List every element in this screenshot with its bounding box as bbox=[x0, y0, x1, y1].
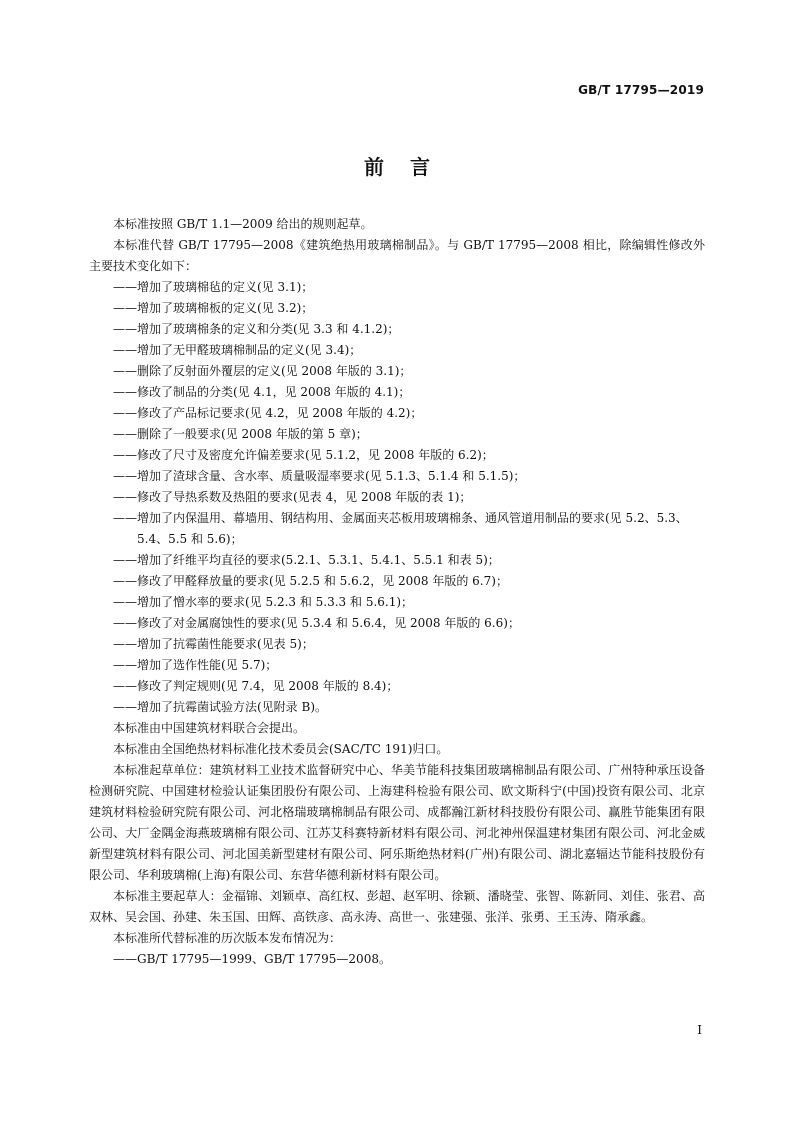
paragraph-proposer: 本标准由中国建筑材料联合会提出。 bbox=[113, 721, 306, 735]
history-item: ——GB/T 17795—1999、GB/T 17795—2008。 bbox=[113, 952, 391, 966]
standard-code: GB/T 17795—2019 bbox=[578, 83, 704, 97]
change-item: ——删除了反射面外覆层的定义(见 2008 年版的 3.1)； bbox=[113, 364, 412, 378]
change-item: ——增加了渣球含量、含水率、质量吸湿率要求(见 5.1.3、5.1.4 和 5.1.5)； bbox=[113, 469, 526, 483]
paragraph-history-intro: 本标准所代替标准的历次版本发布情况为： bbox=[113, 931, 342, 945]
change-item: ——修改了判定规则(见 7.4，见 2008 年版的 8.4)； bbox=[113, 679, 399, 693]
change-item: ——修改了制品的分类(见 4.1，见 2008 年版的 4.1)； bbox=[113, 385, 411, 399]
paragraph-drafting-units: 本标准起草单位：建筑材料工业技术监督研究中心、华美节能科技集团玻璃棉制品有限公司、广州特种承压设备检测研究院、中国建材检验认证集团股份有限公司、上海建科检验有限公司、欧文斯科宁(中国)投资有限公司、北京建筑材料检验研究院有限公司、河北格瑞玻璃棉制品有限公司、成都瀚江新材科技股份有限公司、赢胜节能集团有限公司、大厂金隅金海燕玻璃棉有限公司、江苏艾科赛特新材料有限公司、河北神州保温建材集团有限公司、河北金威新型建筑材料有限公司、河北国美新型建材有限公司、阿乐斯绝热材料(广州)有限公司、湖北嘉辐达节能科技股份有限公司、华利玻璃棉(上海)有限公司、东营华德利新材料有限公司。 bbox=[89, 763, 705, 882]
change-item: ——修改了对金属腐蚀性的要求(见 5.3.4 和 5.6.4，见 2008 年版的 6.6)； bbox=[113, 616, 520, 630]
change-item: ——增加了抗霉菌性能要求(见表 5)； bbox=[113, 637, 314, 651]
paragraph-committee: 本标准由全国绝热材料标准化技术委员会(SAC/TC 191)归口。 bbox=[113, 742, 449, 756]
page-number: I bbox=[697, 1023, 702, 1037]
change-item: ——增加了纤维平均直径的要求(5.2.1、5.3.1、5.4.1、5.5.1 和表 5)； bbox=[113, 553, 500, 567]
change-item: ——修改了导热系数及热阻的要求(见表 4，见 2008 年版的表 1)； bbox=[113, 490, 472, 504]
change-item: ——增加了无甲醛玻璃棉制品的定义(见 3.4)； bbox=[113, 343, 362, 357]
change-item: ——删除了一般要求(见 2008 年版的第 5 章)； bbox=[113, 427, 368, 441]
paragraph-drafting-rules: 本标准按照 GB/T 1.1—2009 给出的规则起草。 bbox=[113, 217, 373, 231]
change-item: ——增加了玻璃棉毡的定义(见 3.1)； bbox=[113, 280, 314, 294]
change-item: ——修改了甲醛释放量的要求(见 5.2.5 和 5.6.2，见 2008 年版的 6.7)； bbox=[113, 574, 508, 588]
change-item: ——增加了抗霉菌试验方法(见附录 B)。 bbox=[113, 700, 327, 714]
change-item: ——修改了尺寸及密度允许偏差要求(见 5.1.2，见 2008 年版的 6.2)； bbox=[113, 448, 494, 462]
change-item: ——增加了玻璃棉板的定义(见 3.2)； bbox=[113, 301, 314, 315]
change-item: ——增加了玻璃棉条的定义和分类(见 3.3 和 4.1.2)； bbox=[113, 322, 400, 336]
paragraph-replaces: 本标准代替 GB/T 17795—2008《建筑绝热用玻璃棉制品》。与 GB/T 17795—2008 相比，除编辑性修改外主要技术变化如下： bbox=[89, 238, 705, 273]
page-title: 前言 bbox=[364, 155, 456, 179]
change-item: ——增加了憎水率的要求(见 5.2.3 和 5.3.3 和 5.6.1)； bbox=[113, 595, 414, 609]
paragraph-drafters: 本标准主要起草人：金福锦、刘颖卓、高红权、彭超、赵军明、徐颖、潘晓莹、张智、陈新同、刘佳、张君、高双林、吴会国、孙建、朱玉国、田辉、高铁彦、高永涛、高世一、张建强、张洋、张勇、王玉涛、隋承鑫。 bbox=[89, 889, 705, 924]
foreword-body bbox=[89, 214, 705, 970]
change-item: ——增加了内保温用、幕墙用、钢结构用、金属面夹芯板用玻璃棉条、通风管道用制品的要求(见 5.2、5.3、5.4、5.5 和 5.6)； bbox=[113, 511, 688, 546]
change-item: ——增加了选作性能(见 5.7)； bbox=[113, 658, 278, 672]
change-item: ——修改了产品标记要求(见 4.2，见 2008 年版的 4.2)； bbox=[113, 406, 423, 420]
